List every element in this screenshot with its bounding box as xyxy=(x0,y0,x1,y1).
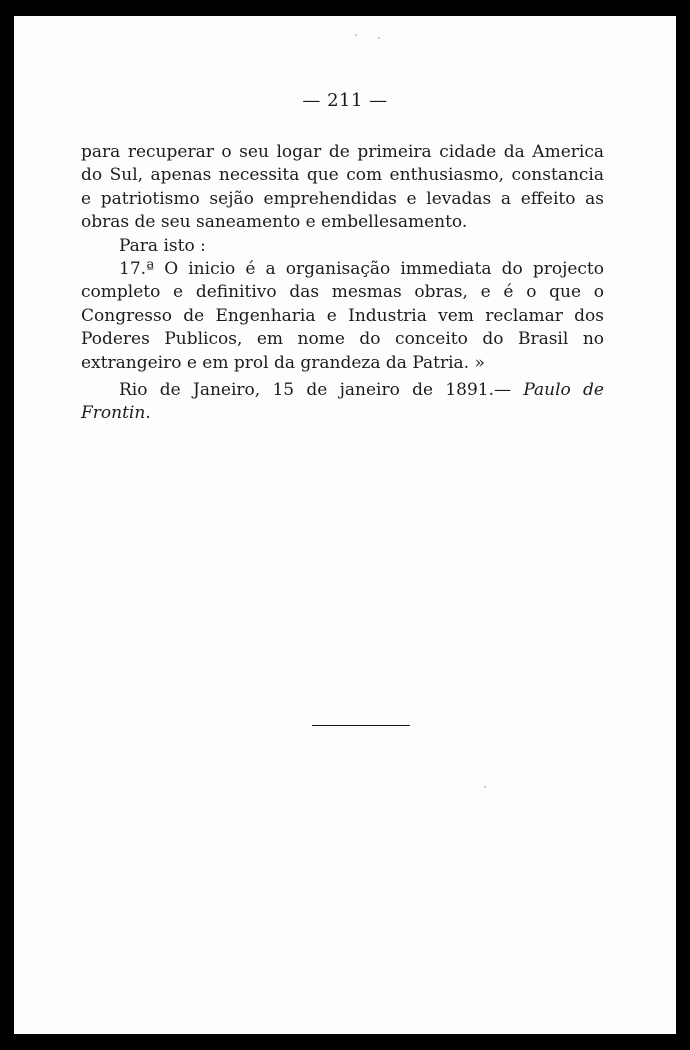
closing-line xyxy=(81,379,604,426)
place-date: Rio de Janeiro, 15 de janeiro de 1891.— xyxy=(119,380,524,401)
author-signature: Paulo de Frontin. xyxy=(81,380,604,424)
paper-speck xyxy=(484,786,486,788)
paragraph-item-17: 17.ª O inicio é a organisação immediata do projecto completo e definitivo das mesmas obras, e é o que o Congresso de Engenharia e Industria vem reclamar dos Poderes Publicos, em nome do conceito do Brasil no extrangeiro e em prol da grandeza da Patria. » xyxy=(81,259,604,373)
body-text xyxy=(81,141,604,426)
paragraph-continuation: para recuperar o seu logar de primeira cidade da America do Sul, apenas necessita que com enthusiasmo, constancia e patriotismo sejão emprehendidas e levadas a effeito as obras de seu saneamento e embellesamento. xyxy=(81,142,604,233)
paragraph-para-isto: Para isto : xyxy=(119,235,206,256)
end-rule xyxy=(312,725,410,726)
paper-speck xyxy=(378,37,380,39)
document-page xyxy=(14,16,676,1034)
page-number: — 211 — xyxy=(302,90,388,111)
paper-speck xyxy=(355,34,357,36)
